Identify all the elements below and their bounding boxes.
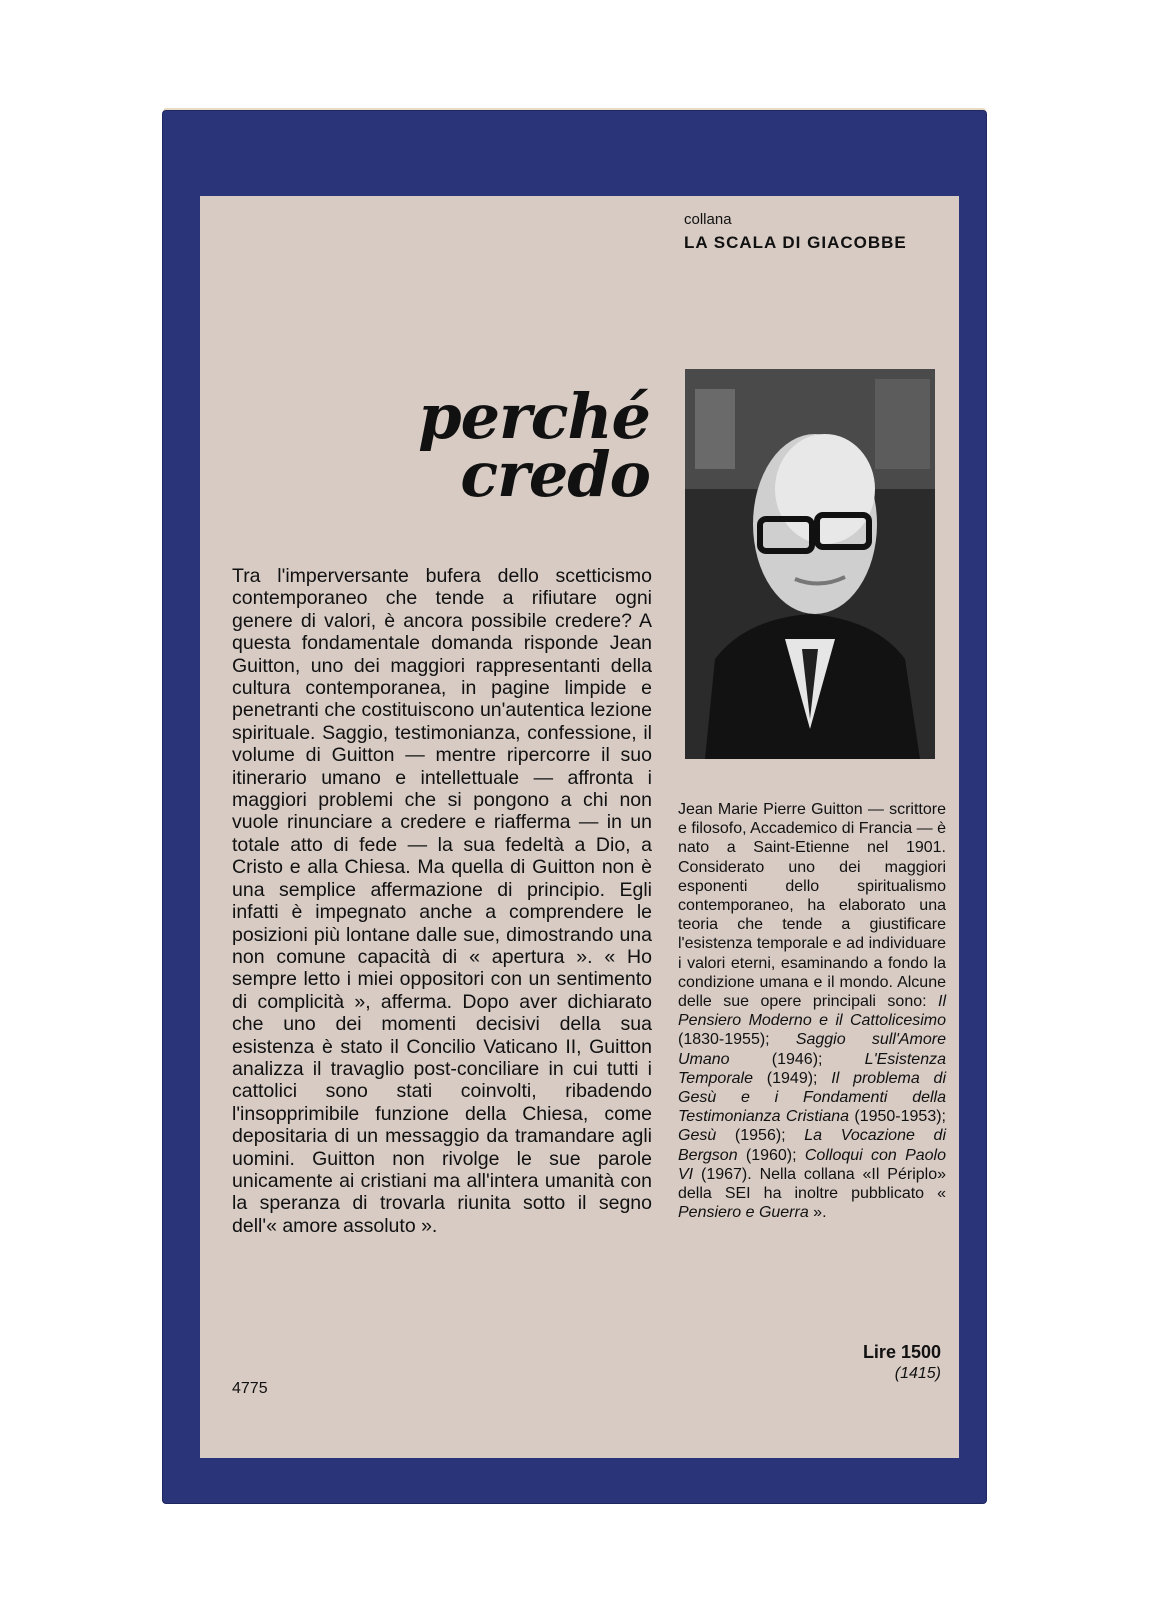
bio-year-7: (1967). Nella collana «Il Périplo» della SEI ha inoltre pubblicato « <box>678 1165 946 1203</box>
bio-work-6: La Vocazione di Bergson <box>678 1127 946 1164</box>
bio-year-5: (1956); <box>716 1127 805 1145</box>
bio-year-6: (1960); <box>737 1146 805 1164</box>
catalog-number: 4775 <box>232 1380 268 1397</box>
bio-year-4: (1950-1953); <box>849 1108 946 1126</box>
price: Lire 1500 <box>862 1342 941 1362</box>
bio-work-2: Saggio sull'Amore Umano <box>678 1031 947 1068</box>
author-bio <box>678 800 946 1222</box>
bio-work-3: L'Esistenza Temporale <box>678 1050 946 1087</box>
bio-work-5: Gesù <box>678 1127 717 1145</box>
bio-work-8: Pensiero e Guerra <box>678 1204 809 1222</box>
bio-end: ». <box>808 1204 827 1222</box>
price-code: (1415) <box>894 1365 941 1382</box>
bio-work-1: Il Pensiero Moderno e il Cattolicesimo <box>678 993 946 1030</box>
bio-work-7: Colloqui con Paolo VI <box>678 1146 946 1183</box>
bio-work-4: Il problema di Gesù e i Fondamenti della Testimonianza Cristiana <box>678 1069 946 1126</box>
series-name: LA SCALA DI GIACOBBE <box>684 233 907 252</box>
author-photo <box>685 369 935 759</box>
book-title <box>400 380 650 511</box>
bio-year-1: (1830-1955); <box>678 1031 796 1049</box>
bio-year-2: (1946); <box>729 1050 865 1068</box>
bio-intro: Jean Marie Pierre Guitton — scrittore e filosofo, Accademico di Francia — è nato a Saint-Etienne nel 1901. Considerato uno dei maggiori esponenti dello spiritualismo contemporaneo, ha elaborato una teoria che tende a giustificare l'esistenza temporale e ad individuare i valori eterni, esaminando a fondo la condizione umana e il mondo. Alcune delle sue opere principali sono: <box>678 801 946 1011</box>
title-line-2: credo <box>460 438 650 511</box>
bio-year-3: (1949); <box>753 1069 832 1087</box>
title-line-1: perché <box>418 380 650 453</box>
book-description: Tra l'imperversante bufera dello scetticismo contemporaneo che tende a rifiutare ogni genere di valori, è ancora possibile credere? A questa fondamentale domanda risponde Jean Guitton, uno dei maggiori rappresentanti della cultura contemporanea, in pagine limpide e penetranti che costituiscono un'autentica lezione spirituale. Saggio, testimonianza, confessione, il volume di Guitton — mentre ripercorre il suo itinerario umano e intellettuale — affronta i maggiori problemi che si pongono a chi non vuole rinunciare a credere e riafferma — in un totale atto di fede — la sua fedeltà a Dio, a Cristo e alla Chiesa. Ma quella di Guitton non è una semplice affermazione di principio. Egli infatti è impegnato anche a comprendere le posizioni più lontane dalle sue, dimostrando una non comune capacità di « apertura ». « Ho sempre letto i miei oppositori con un sentimento di complicità », afferma. Dopo aver dichiarato che uno dei momenti decisivi della sua esistenza è stato il Concilio Vaticano II, Guitton analizza il travaglio post-conciliare in cui tutti i cattolici sono stati coinvolti, ribadendo l'insopprimibile funzione della Chiesa, come depositaria di un messaggio da tramandare agli uomini. Guitton non rivolge le sue parole unicamente ai cristiani ma all'intera umanità con la speranza di trovarla riunita sotto il segno dell'« amore assoluto ». <box>232 565 652 1237</box>
series-label: collana <box>684 211 732 228</box>
